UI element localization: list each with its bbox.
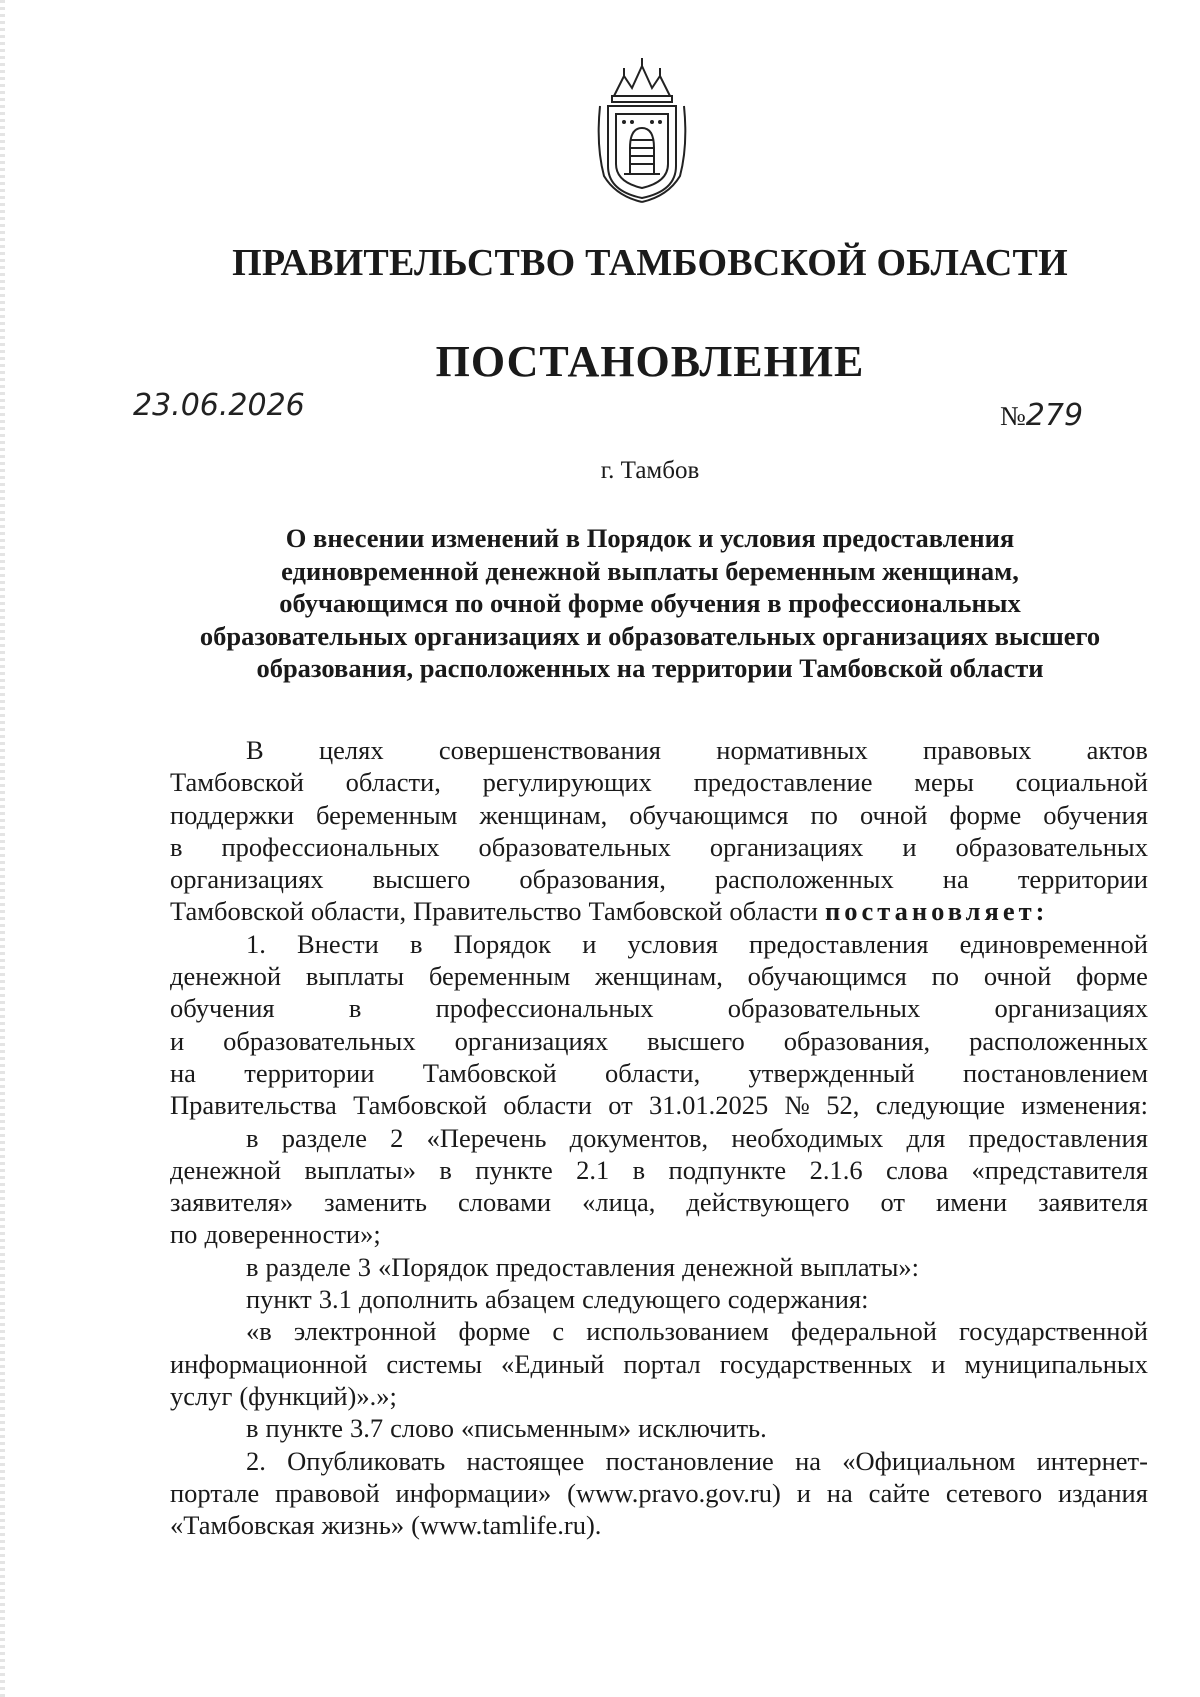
body-word: в	[246, 1413, 259, 1444]
handwritten-date: 23.06.2026	[133, 388, 305, 423]
body-line	[170, 1154, 1148, 1186]
body-word: исключить.	[638, 1413, 767, 1444]
body-word: действующего	[686, 1187, 850, 1218]
body-line	[170, 1283, 1148, 1315]
body-word: по	[810, 799, 838, 830]
body-line	[170, 928, 1148, 960]
body-word: очной	[859, 799, 928, 830]
body-word: обучения	[1043, 799, 1148, 830]
body-word: образования,	[783, 1025, 931, 1056]
body-word: на	[826, 1477, 853, 1508]
body-word: изменения:	[1021, 1090, 1148, 1121]
city: г. Тамбов	[600, 457, 700, 484]
body-word: высшего	[372, 864, 471, 895]
body-word: профессиональных	[435, 993, 654, 1024]
body-word: портал	[623, 1348, 701, 1379]
body-word: №	[784, 1090, 810, 1121]
body-word: для	[906, 1122, 946, 1153]
body-word: 2	[390, 1122, 404, 1153]
body-word: 31.01.2025	[649, 1090, 769, 1121]
body-word: следующие	[875, 1090, 1005, 1121]
handwritten-number: 279	[1025, 398, 1084, 433]
body-word: постановлением	[963, 1057, 1148, 1088]
body-word: меры	[914, 767, 974, 798]
body-word: следующего	[582, 1284, 721, 1315]
body-word: (www.tamlife.ru).	[411, 1510, 602, 1541]
body-word: Тамбовской	[422, 1057, 557, 1088]
body-word: образования,	[519, 864, 666, 895]
decree-verb: постановляет:	[824, 896, 1049, 927]
body-word: на	[942, 864, 969, 895]
body-word: предоставления	[968, 1122, 1148, 1153]
body-word: выплаты	[305, 961, 405, 992]
body-word: В	[246, 735, 264, 765]
body-word: 2.1	[576, 1154, 610, 1185]
body-word: очной	[983, 961, 1052, 992]
body-word: необходимых	[731, 1122, 884, 1153]
body-word: области	[503, 1090, 592, 1121]
document-number	[1000, 398, 1083, 433]
body-word: денежной	[682, 1251, 794, 1282]
body-word: имени	[936, 1187, 1008, 1218]
body-word: женщинам,	[479, 799, 608, 830]
body-word: Тамбовской	[353, 1090, 487, 1121]
body-word: обучения	[170, 993, 275, 1024]
body-word: документов,	[569, 1122, 709, 1153]
body-line	[170, 1186, 1148, 1218]
body-word: настоящее	[466, 1445, 585, 1476]
body-line	[170, 960, 1148, 992]
body-word: целях	[318, 735, 384, 765]
document-type: ПОСТАНОВЛЕНИЕ	[435, 337, 865, 386]
body-word: беременным	[316, 799, 458, 830]
body-word: государственной	[959, 1316, 1148, 1347]
body-word: расположенных	[714, 864, 894, 895]
body-word: образовательных	[478, 831, 671, 862]
body-word: поддержки	[170, 799, 295, 830]
body-word: обучающимся	[747, 961, 907, 992]
body-word: Опубликовать	[287, 1445, 446, 1476]
body-word: в	[439, 1154, 452, 1185]
body-word: по	[170, 1219, 198, 1250]
body-word: выплаты»	[304, 1154, 416, 1185]
body-word: Правительства	[170, 1090, 337, 1121]
body-word: Тамбовской	[588, 896, 723, 927]
body-word: утвержденный	[748, 1057, 915, 1088]
body-word: 3	[357, 1251, 371, 1282]
body-word: 3.1	[318, 1284, 352, 1315]
body-word: «Официальном	[842, 1445, 1016, 1476]
body-word: муниципальных	[964, 1348, 1148, 1379]
body-word: словами	[457, 1187, 552, 1218]
body-word: от	[880, 1187, 905, 1218]
body-word: издания	[1057, 1477, 1148, 1508]
body-word: 1.	[246, 928, 266, 959]
body-word: социальной	[1015, 767, 1148, 798]
body-word: слово	[390, 1413, 454, 1444]
organization-name: ПРАВИТЕЛЬСТВО ТАМБОВСКОЙ ОБЛАСТИ	[232, 242, 1068, 284]
title-line: обучающимся по очной форме обучения в профессиональных	[279, 588, 1021, 618]
body-word: слова	[885, 1154, 949, 1185]
body-word: заявителя	[1038, 1187, 1148, 1218]
body-line	[170, 1089, 1148, 1121]
body-word: информационной	[170, 1348, 368, 1379]
body-word: в	[170, 831, 183, 862]
body-word: на	[170, 1057, 196, 1088]
body-word: женщинам,	[595, 961, 723, 992]
body-word: 2.1.6	[809, 1154, 863, 1185]
document-title	[150, 522, 1150, 685]
body-word: «Порядок	[378, 1251, 489, 1282]
body-word: и	[170, 1025, 185, 1056]
body-word: «письменным»	[460, 1413, 632, 1444]
body-word: на	[795, 1445, 822, 1476]
body-word: системы	[386, 1348, 483, 1379]
body-word: Тамбовской	[170, 767, 304, 798]
body-word: совершенствования	[438, 735, 661, 765]
body-word: 3.7	[350, 1413, 384, 1444]
body-word: и	[902, 831, 917, 862]
body-word: абзацем	[484, 1284, 576, 1315]
body-line	[170, 831, 1148, 863]
title-line: образовательных организациях и образовательных организациях высшего	[199, 620, 1101, 651]
body-word: разделе	[265, 1251, 351, 1282]
body-word: области,	[345, 767, 441, 798]
title-line: О внесении изменений в Порядок и условия предоставления	[285, 523, 1015, 553]
body-word: и	[931, 1348, 946, 1379]
body-word: условия	[627, 928, 718, 959]
number-sign: №	[1000, 401, 1026, 431]
body-word: пункт	[246, 1284, 312, 1315]
title-line: единовременной денежной выплаты беременным женщинам,	[281, 555, 1019, 586]
body-word: заявителя»	[170, 1187, 294, 1218]
body-word: обучающимся	[629, 799, 789, 830]
body-word: области	[729, 896, 818, 927]
body-line	[170, 1122, 1148, 1154]
body-word: интернет-	[1036, 1445, 1148, 1476]
body-word: «представителя	[971, 1154, 1148, 1185]
body-word: выплаты»:	[800, 1251, 919, 1282]
body-word: Правительство	[413, 896, 582, 927]
body-line	[170, 766, 1148, 798]
body-word: Тамбовской	[170, 896, 304, 927]
body-line	[170, 992, 1148, 1024]
body-line	[170, 1348, 1148, 1380]
body-word: и	[582, 928, 597, 959]
document-body	[170, 734, 1148, 1541]
body-word: сетевого	[945, 1477, 1043, 1508]
body-word: в	[409, 928, 423, 959]
body-word: постановление	[605, 1445, 774, 1476]
body-line	[170, 734, 1148, 766]
body-word: образовательных	[223, 1025, 416, 1056]
body-word: образовательных	[727, 993, 921, 1024]
body-line	[170, 1477, 1148, 1509]
body-word: территории	[1017, 864, 1148, 895]
body-line	[170, 1445, 1148, 1477]
body-word: единовременной	[959, 928, 1148, 959]
body-word: «Тамбовская	[170, 1510, 315, 1541]
body-word: нормативных	[716, 735, 868, 765]
body-word: в	[632, 1154, 646, 1185]
body-word: государственных	[719, 1348, 913, 1379]
body-word: правовой	[275, 1477, 380, 1508]
coat-of-arms-icon	[594, 56, 690, 204]
body-word: актов	[1086, 735, 1148, 765]
body-line	[170, 895, 1148, 927]
body-word: пункте	[265, 1413, 343, 1444]
body-word: денежной	[170, 961, 282, 992]
body-word: «Единый	[501, 1348, 605, 1379]
body-word: области,	[604, 1057, 701, 1088]
body-word: дополнить	[358, 1284, 478, 1315]
body-word: (функций)».»;	[239, 1380, 397, 1411]
body-word: расположенных	[969, 1025, 1148, 1056]
body-word: федеральной	[790, 1316, 937, 1347]
body-word: области,	[310, 896, 407, 927]
body-word: территории	[244, 1057, 375, 1088]
body-word: в	[246, 1251, 259, 1282]
body-line	[170, 1057, 1148, 1089]
body-word: и	[796, 1477, 811, 1508]
body-line	[170, 1218, 1148, 1250]
body-word: организациях	[170, 864, 324, 895]
body-word: разделе	[281, 1122, 367, 1153]
body-word: в	[246, 1122, 259, 1153]
body-word: жизнь»	[321, 1510, 405, 1541]
body-word: по	[931, 961, 960, 992]
body-line	[170, 1315, 1148, 1347]
body-word: форме	[949, 799, 1022, 830]
body-word: услуг	[170, 1380, 233, 1411]
body-word: подпункте	[668, 1154, 787, 1185]
body-line	[170, 1251, 1148, 1283]
body-word: форме	[1076, 961, 1148, 992]
body-word: заменить	[324, 1187, 427, 1218]
body-line	[170, 863, 1148, 895]
body-word: предоставление	[693, 767, 873, 798]
body-word: «Перечень	[426, 1122, 547, 1153]
body-word: 2.	[246, 1445, 266, 1476]
body-word: «в	[246, 1316, 272, 1347]
body-word: в	[348, 993, 362, 1024]
body-word: денежной	[170, 1154, 282, 1185]
body-line	[170, 1380, 1148, 1412]
body-word: организациях	[709, 831, 864, 862]
body-word: 52,	[826, 1090, 860, 1121]
body-word: портале	[170, 1477, 260, 1508]
body-word: (www.pravo.gov.ru)	[567, 1477, 781, 1508]
body-word: «лица,	[582, 1187, 656, 1218]
body-word: форме	[458, 1316, 531, 1347]
body-word: организациях	[994, 993, 1148, 1024]
body-line	[170, 1509, 1148, 1541]
body-word: информации»	[395, 1477, 552, 1508]
title-line: образования, расположенных на территории Тамбовской области	[256, 653, 1044, 683]
body-word: электронной	[293, 1316, 437, 1347]
body-word: регулирующих	[482, 767, 652, 798]
body-word: Внести	[297, 928, 379, 959]
body-word: беременным	[428, 961, 571, 992]
body-word: с	[552, 1316, 565, 1347]
body-word: использованием	[586, 1316, 769, 1347]
body-word: от	[608, 1090, 633, 1121]
body-word: правовых	[923, 735, 1032, 765]
body-word: организациях	[454, 1025, 609, 1056]
body-line	[170, 799, 1148, 831]
body-word: предоставления	[495, 1251, 676, 1282]
body-word: Порядок	[453, 928, 552, 959]
body-word: содержания:	[727, 1284, 869, 1315]
body-line	[170, 1412, 1148, 1444]
body-word: сайте	[868, 1477, 930, 1508]
body-word: высшего	[647, 1025, 745, 1056]
body-word: пункте	[475, 1154, 553, 1185]
body-word: предоставления	[749, 928, 929, 959]
body-word: профессиональных	[221, 831, 440, 862]
body-word: доверенности»;	[204, 1219, 381, 1250]
body-line	[170, 1025, 1148, 1057]
body-word: образовательных	[955, 831, 1148, 862]
